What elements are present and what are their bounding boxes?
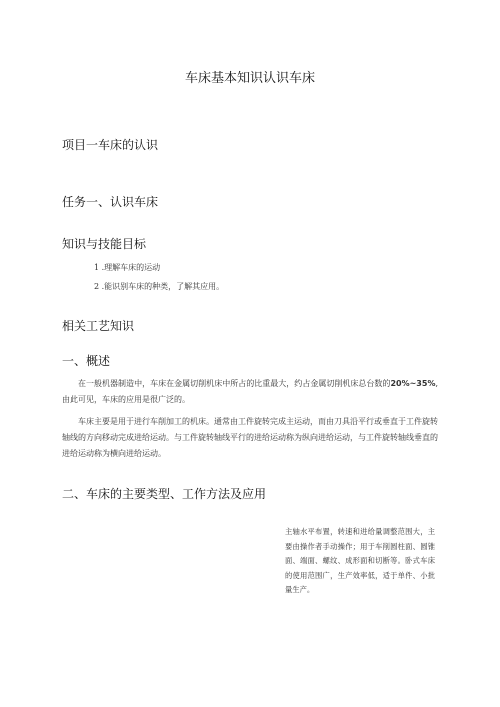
objectives-heading: 知识与技能目标 [62, 237, 147, 251]
theory-heading: 相关工艺知识 [62, 319, 135, 333]
task-heading: 任务一、认识车床 [62, 195, 159, 209]
paragraph-text: 在一般机器制造中，车床在金属切削机床中所占的比重最大，约占金属切削机床总台数的 [78, 379, 391, 388]
objective-item-2: 2 .能识别车床的种类，了解其应用。 [94, 282, 225, 291]
side-note: 主轴水平布置，转速和进给量调整范围大，主要由操作者手动操作；用于车削圆柱面、圆锥面、端面、螺纹、成形面和切断等。卧式车床的使用范围广，生产效率低，适于单件、小批量生产。 [285, 527, 435, 595]
percentage-range: 20%~35% [390, 379, 436, 388]
project-heading: 项目一车床的认识 [62, 138, 159, 152]
section1-paragraph-2: 车床主要是用于进行车削加工的机床。通常由工件旋转完成主运动，而由刀具沿平行或垂直于工件旋转轴线的方向移动完成进给运动。与工件旋转轴线平行的进给运动称为纵向进给运动，与工件旋转轴线垂直的进给运动称为横向进给运动。 [62, 417, 438, 458]
objective-item-1: 1 .理解车床的运动 [94, 263, 161, 272]
paragraph-text: ,由此可见，车床的应用是很广泛的。 [62, 379, 438, 404]
section1-heading: 一、概述 [62, 354, 111, 368]
section1-paragraph-1 [62, 376, 438, 408]
document-title: 车床基本知识认识车床 [184, 71, 315, 86]
section2-heading: 二、车床的主要类型、工作方法及应用 [62, 487, 267, 501]
